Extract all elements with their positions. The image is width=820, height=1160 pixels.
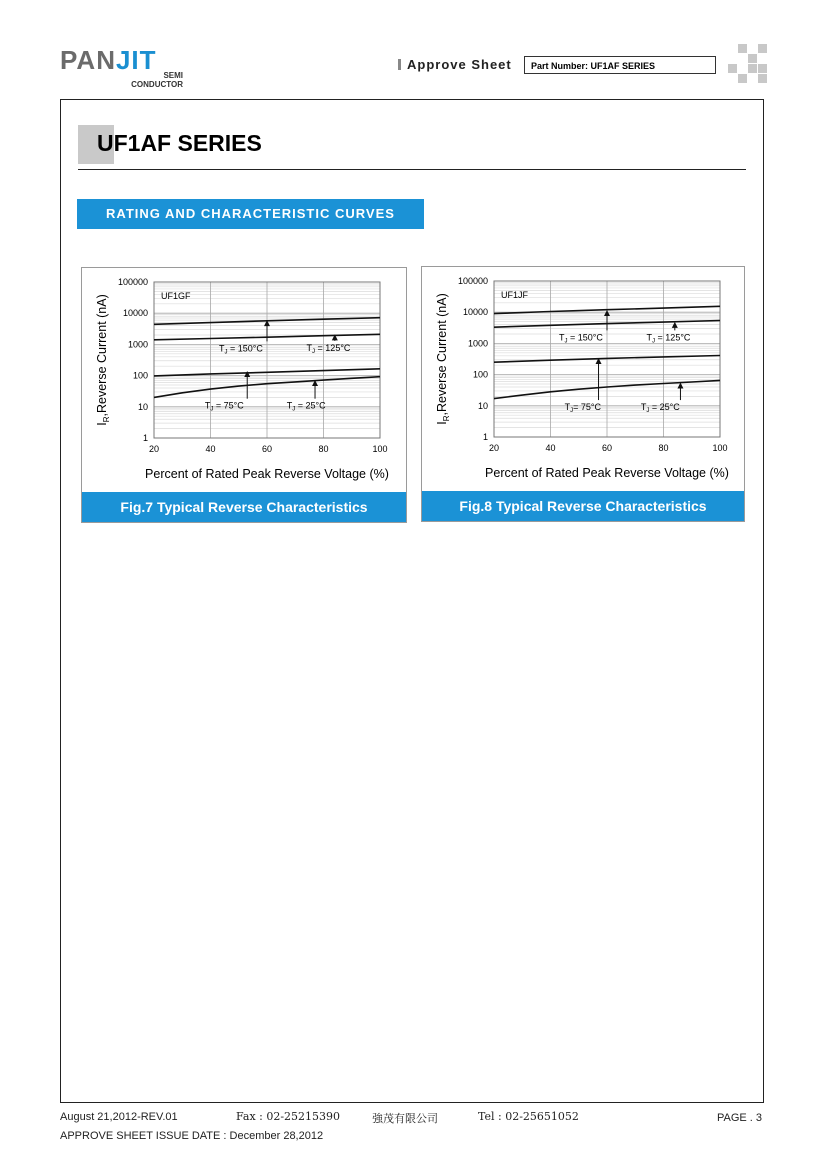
x-axis-label: Percent of Rated Peak Reverse Voltage (%)	[485, 466, 729, 480]
annotation-label-2: $T_J = 125^\circ C$	[306, 342, 351, 355]
x-tick-label: 60	[261, 444, 273, 454]
approve-sheet-label: Approve Sheet	[398, 57, 512, 72]
footer-page: PAGE . 3	[717, 1112, 763, 1124]
part-number-box: Part Number: UF1AF SERIES	[524, 56, 716, 74]
panjit-logo	[60, 45, 185, 93]
annotation-label-1: $T_J = 150^\circ C$	[558, 332, 603, 345]
fig7-caption: Fig.7 Typical Reverse Characteristics	[82, 492, 406, 522]
x-tick-label: 80	[318, 444, 329, 454]
y-tick-label: 10	[477, 400, 488, 411]
annotation-label-4: $T_J = 25^\circ C$	[640, 402, 680, 415]
y-tick-label: 100	[472, 369, 488, 380]
y-tick-label: 100000	[457, 276, 488, 286]
logo-pan: PAN	[60, 45, 116, 75]
y-tick-label: 1	[142, 433, 148, 443]
x-tick-label: 100	[372, 444, 388, 454]
logo-conductor: CONDUCTOR	[131, 80, 183, 89]
x-tick-label: 20	[488, 443, 500, 453]
annotation-label-4: $T_J = 25^\circ C$	[286, 400, 326, 413]
annotation-label-1: $T_J = 150^\circ C$	[218, 343, 263, 356]
annotation-label-2: $T_J = 125^\circ C$	[646, 332, 691, 345]
footer-issue-date: APPROVE SHEET ISSUE DATE : December 28,2012	[60, 1130, 324, 1142]
footer-date-rev: August 21,2012-REV.01	[60, 1111, 178, 1123]
x-tick-label: 40	[545, 443, 556, 453]
y-axis-label: $I_R,Reverse$ Current (nA)	[95, 294, 111, 426]
y-tick-label: 1	[482, 432, 488, 442]
x-tick-label: 40	[205, 444, 216, 454]
section-banner: RATING AND CHARACTERISTIC CURVES	[77, 199, 424, 229]
fig8-chart	[422, 267, 746, 493]
fig7-chart	[82, 268, 408, 494]
device-label: UF1JF	[501, 290, 528, 300]
y-tick-label: 10000	[462, 307, 488, 318]
footer-company: 強茂有限公司	[372, 1112, 438, 1125]
decorative-squares	[728, 44, 768, 84]
fig8-chart-panel	[421, 266, 745, 522]
footer-tel: Tel : 02-25651052	[478, 1110, 579, 1123]
y-axis-label: $I_R,Reverse$ Current (nA)	[435, 293, 451, 425]
page-frame	[60, 99, 764, 1103]
y-tick-label: 100000	[117, 277, 148, 287]
y-tick-label: 10	[137, 401, 148, 412]
y-tick-label: 10000	[122, 308, 148, 319]
y-tick-label: 100	[132, 370, 148, 381]
x-tick-label: 20	[148, 444, 160, 454]
y-tick-label: 1000	[127, 339, 148, 350]
annotation-label-3: $T_J= 75^\circ C$	[564, 402, 601, 415]
footer-fax: Fax : 02-25215390	[236, 1110, 341, 1123]
annotation-label-3: $T_J = 75^\circ C$	[204, 400, 244, 413]
fig8-caption: Fig.8 Typical Reverse Characteristics	[422, 491, 744, 521]
x-tick-label: 100	[712, 443, 728, 453]
device-label: UF1GF	[161, 291, 191, 301]
y-tick-label: 1000	[467, 338, 488, 349]
x-tick-label: 80	[658, 443, 669, 453]
page-title: UF1AF SERIES	[97, 130, 262, 156]
title-rule	[78, 169, 746, 170]
x-axis-label: Percent of Rated Peak Reverse Voltage (%)	[145, 467, 389, 481]
fig7-chart-panel	[81, 267, 407, 523]
logo-semi: SEMI	[163, 71, 183, 80]
logo-jit: JIT	[115, 45, 157, 75]
x-tick-label: 60	[601, 443, 613, 453]
